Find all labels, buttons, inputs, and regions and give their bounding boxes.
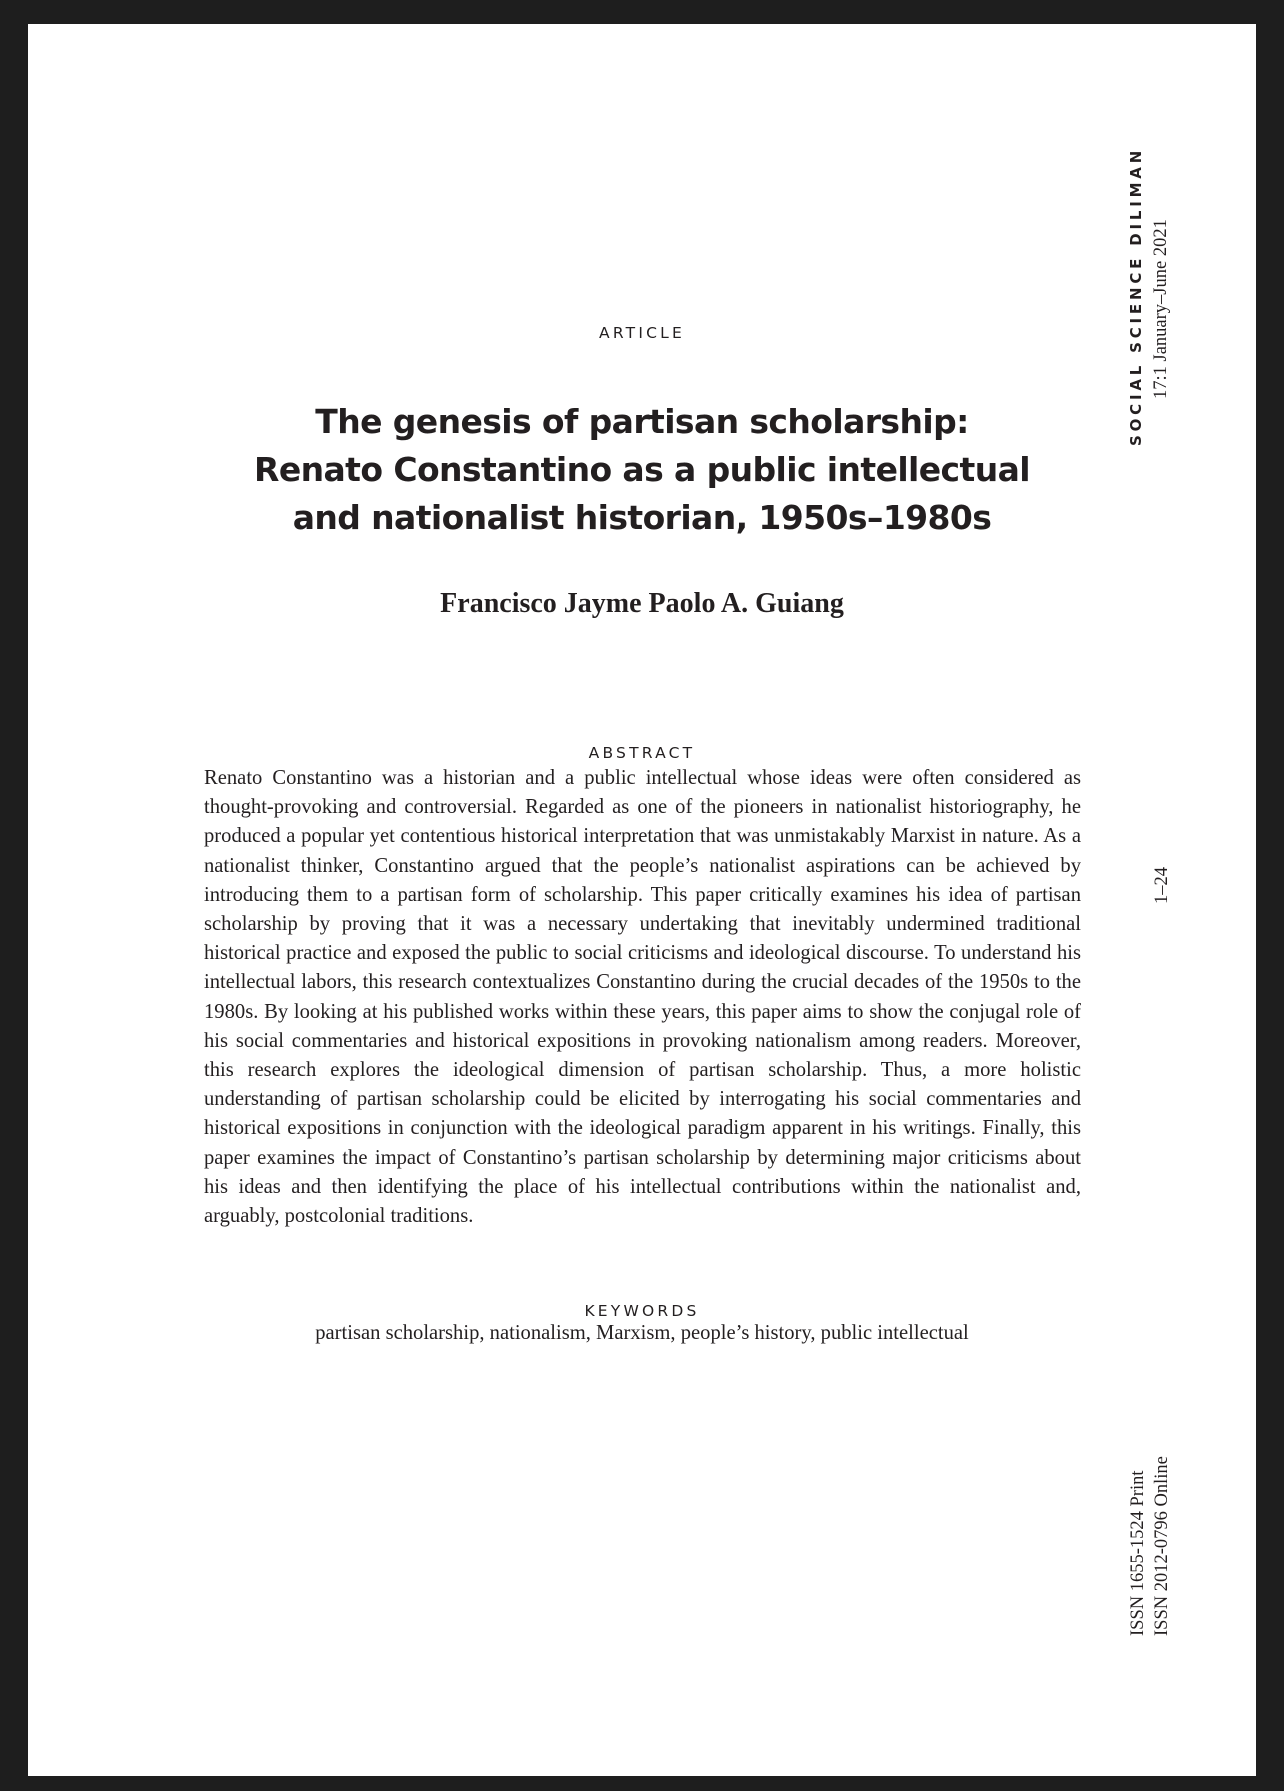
article-title xyxy=(128,398,1156,542)
abstract-text: Renato Constantino was a historian and a public intellectual whose ideas were often considered as thought-provoking and controversial. Regarded as one of the pioneers in nationalist historiography, he produced a popular yet contentious historical interpretation that was unmistakably Marxist in nature. As a nationalist thinker, Constantino argued that the people’s nationalist aspirations can be achieved by introducing them to a partisan form of scholarship. This paper critically examines his idea of partisan scholarship by proving that it was a necessary undertaking that inevitably undermined traditional historical practice and exposed the public to social criticisms and ideological discourse. To understand his intellectual labors, this research contextualizes Constantino during the crucial decades of the 1950s to the 1980s. By looking at his published works within these years, this paper aims to show the conjugal role of his social commentaries and historical expositions in provoking nationalism among readers. Moreover, this research explores the ideological dimension of partisan scholarship. Thus, a more holistic understanding of partisan scholarship could be elicited by interrogating his social commentaries and historical expositions in conjunction with the ideological paradigm apparent in his writings. Finally, this paper examines the impact of Constantino’s partisan scholarship by determining major criticisms about his ideas and then identifying the place of his intellectual contributions within the nationalist and, arguably, postcolonial traditions. xyxy=(204,767,1081,1228)
journal-page xyxy=(28,24,1256,1776)
issn-print: ISSN 1655-1524 Print xyxy=(1128,1470,1148,1636)
keywords-heading: KEYWORDS xyxy=(584,1302,700,1320)
journal-issue: 17:1 January–June 2021 xyxy=(1151,219,1171,399)
abstract-heading: ABSTRACT xyxy=(588,744,696,762)
page-range: 1–24 xyxy=(1152,867,1172,904)
keywords-text: partisan scholarship, nationalism, Marxism, people’s history, public intellectual xyxy=(315,1322,969,1344)
article-type-label: ARTICLE xyxy=(599,324,685,342)
title-line-1: The genesis of partisan scholarship: xyxy=(315,402,969,441)
journal-name: SOCIAL SCIENCE DILIMAN xyxy=(1127,146,1145,446)
issn-online: ISSN 2012-0796 Online xyxy=(1152,1456,1172,1636)
title-line-2: Renato Constantino as a public intellectual xyxy=(254,450,1030,489)
author-name: Francisco Jayme Paolo A. Guiang xyxy=(440,588,844,619)
title-line-3: and nationalist historian, 1950s–1980s xyxy=(292,498,992,537)
